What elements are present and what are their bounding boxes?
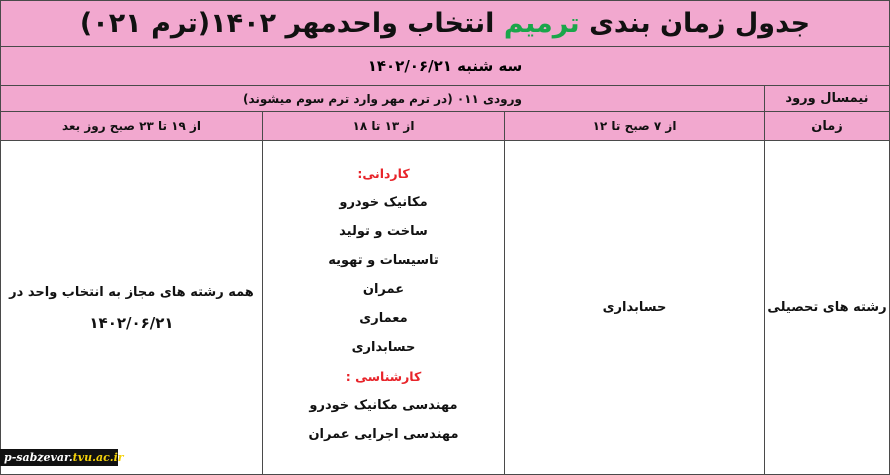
- list-item: معماری: [359, 311, 408, 326]
- fields-slot-1-cell: [504, 140, 765, 475]
- list-item: عمران: [362, 282, 405, 297]
- list-item: مهندسی مکانیک خودرو: [309, 398, 458, 413]
- time-slot-3-cell: [0, 111, 263, 141]
- site-watermark: [0, 449, 124, 466]
- entry-label: نیمسال ورود: [785, 91, 869, 106]
- time-slot-2: از ۱۳ تا ۱۸: [352, 119, 415, 133]
- list-item: مکانیک خودرو: [339, 195, 428, 210]
- list-item: تاسیسات و تهویه: [328, 253, 439, 268]
- time-label: زمان: [811, 118, 843, 134]
- time-label-cell: [764, 111, 890, 141]
- entry-label-cell: [764, 85, 890, 112]
- title-part-1: جدول زمان بندی: [589, 8, 811, 39]
- list-item: ساخت و تولید: [339, 224, 428, 239]
- slot1-field: حسابداری: [602, 300, 667, 315]
- date-row: [0, 46, 890, 86]
- time-slot-1: از ۷ صبح تا ۱۲: [592, 119, 677, 133]
- entry-value: ورودی ۰۱۱ (در ترم مهر وارد ترم سوم میشوند): [242, 91, 523, 106]
- fields-label-cell: [764, 140, 890, 475]
- fields-label: رشته های تحصیلی: [767, 300, 887, 315]
- fields-slot-3-cell: [0, 140, 263, 475]
- date-text: سه شنبه ۱۴۰۲/۰۶/۲۱: [367, 57, 523, 75]
- time-slot-2-cell: [262, 111, 505, 141]
- title-row: [0, 0, 890, 47]
- time-slot-1-cell: [504, 111, 765, 141]
- fields-slot-2-cell: [262, 140, 505, 475]
- time-slot-3: از ۱۹ تا ۲۳ صبح روز بعد: [61, 119, 202, 133]
- watermark-prefix: p-sabzevar.: [4, 451, 73, 464]
- kardani-heading: کاردانی:: [357, 166, 410, 181]
- karshenasi-heading: کارشناسی :: [345, 369, 422, 384]
- title-part-2: انتخاب واحدمهر ۱۴۰۲(ترم ۰۲۱): [79, 8, 495, 39]
- page-title: [80, 8, 810, 39]
- list-item: حسابداری: [351, 340, 416, 355]
- list-item: مهندسی اجرایی عمران: [308, 427, 459, 442]
- slot3-date: ۱۴۰۲/۰۶/۲۱: [89, 313, 174, 332]
- entry-value-cell: [0, 85, 765, 112]
- watermark-domain: tvu.ac.ir: [72, 451, 124, 464]
- slot3-text: همه رشته های مجاز به انتخاب واحد در: [9, 284, 254, 300]
- title-highlight: ترمیم: [503, 8, 580, 39]
